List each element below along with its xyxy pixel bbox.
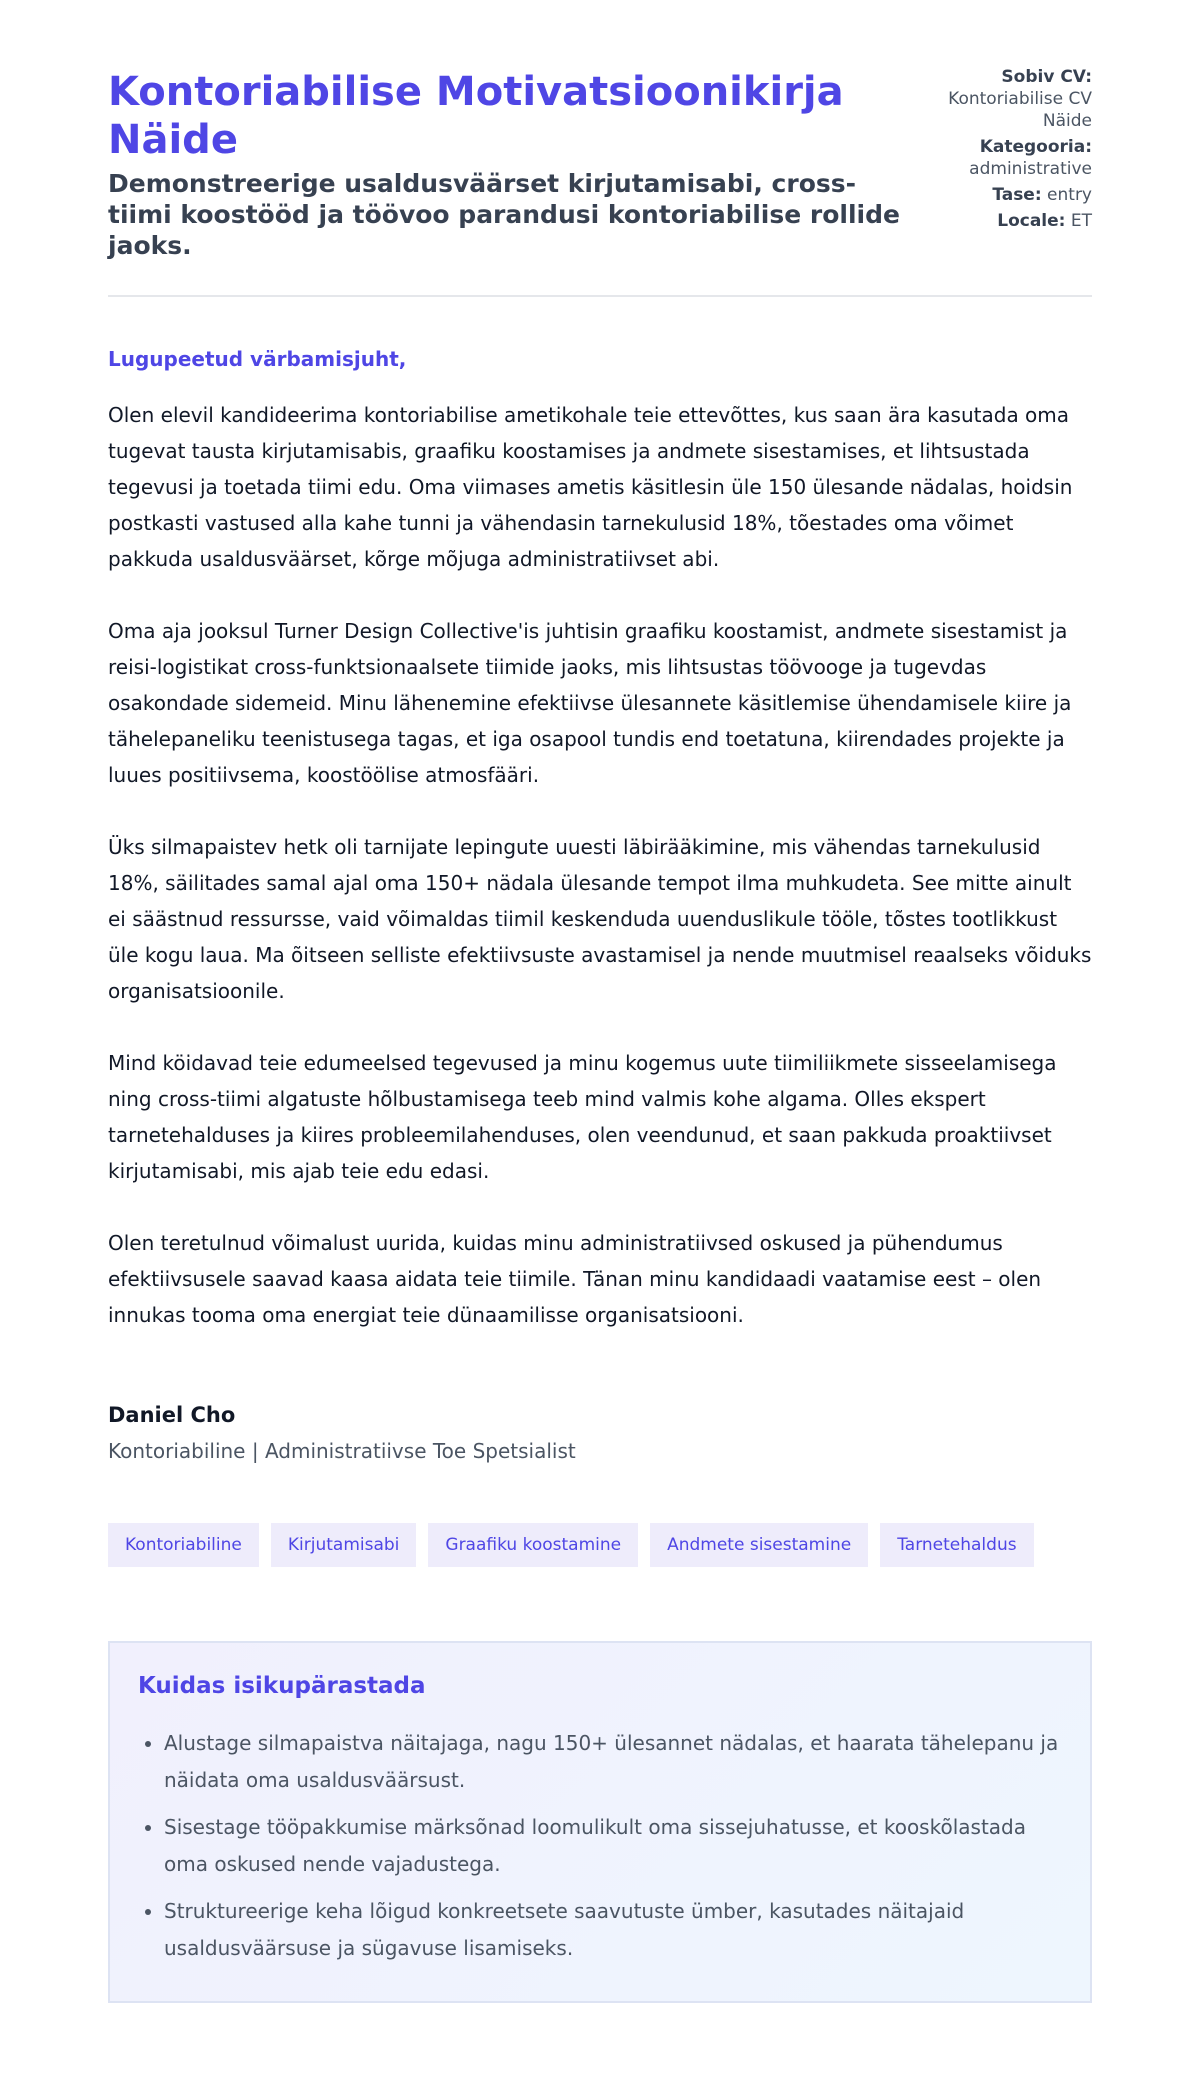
meta-panel: [915, 66, 1092, 236]
tag: Tarnetehaldus: [880, 1523, 1033, 1567]
meta-cv: Sobiv CV: Kontoriabilise CV Näide: [948, 67, 1092, 131]
tip-item: • Sisestage tööpakkumise märksõnad loomulikult oma sissejuhatusse, et kooskõlastada oma oskused nende vajadustega.: [164, 1809, 1062, 1883]
tag: Graafiku koostamine: [428, 1523, 638, 1567]
signature-name: Daniel Cho: [108, 1403, 236, 1427]
tip-item: • Alustage silmapaistva näitajaga, nagu 150+ ülesannet nädalas, et haarata tähelepanu ja näidata oma usaldusväärsust.: [164, 1725, 1062, 1799]
page-header: [108, 64, 1092, 297]
tip-item: • Struktureerige keha lõigud konkreetsete saavutuste ümber, kasutades näitajaid usaldusväärsuse ja sügavuse lisamiseks.: [164, 1893, 1062, 1967]
letter-paragraph: Mind köidavad teie edumeelsed tegevused ja minu kogemus uute tiimiliikmete sisseelamisega ning cross-tiimi algatuste hõlbustamisega teeb mind valmis kohe algama. Olles ekspert tarnetehalduses ja kiires probleemilahenduses, olen veendunud, et saan pakkuda proaktiivset kirjutamisabi, mis ajab teie edu edasi.: [108, 1051, 1057, 1183]
tag: Kontoriabiline: [108, 1523, 259, 1567]
letter-paragraph: Olen elevil kandideerima kontoriabilise ametikohale teie ettevõttes, kus saan ära kasutada oma tugevat tausta kirjutamisabis, graafiku koostamises ja andmete sisestamises, et lihtsustada tegevusi ja toetada tiimi edu. Oma viimases ametis käsitlesin üle 150 ülesande nädalas, hoidsin postkasti vastused alla kahe tunni ja vähendasin tarnekulusid 18%, tõestades oma võimet pakkuda usaldusväärset, kõrge mõjuga administratiivset abi.: [108, 403, 1073, 571]
letter-greeting: Lugupeetud värbamisjuht,: [108, 347, 407, 371]
meta-category: Kategooria: administrative: [969, 137, 1092, 179]
tips-box: [108, 1641, 1092, 2003]
page-subtitle: Demonstreerige usaldusväärset kirjutamisabi, cross-tiimi koostööd ja töövoo parandusi kontoriabilise rollide jaoks.: [108, 169, 900, 260]
signature-title: Kontoriabiline | Administratiivse Toe Spetsialist: [108, 1439, 576, 1463]
meta-locale: Locale: ET: [997, 211, 1092, 231]
tips-title: Kuidas isikupärastada: [138, 1673, 426, 1699]
letter-paragraph: Oma aja jooksul Turner Design Collective'is juhtisin graafiku koostamist, andmete sisestamist ja reisi-logistikat cross-funktsionaalsete tiimide jaoks, mis lihtsustas töövooge ja tugevdas osakondade sidemeid. Minu lähenemine efektiivse ülesannete käsitlemise ühendamisele kiire ja tähelepaneliku teenistusega tagas, et iga osapool tundis end toetatuna, kiirendades projekte ja luues positiivsema, koostöölise atmosfääri.: [108, 619, 1072, 787]
tag: Andmete sisestamine: [650, 1523, 868, 1567]
letter-paragraph: Olen teretulnud võimalust uurida, kuidas minu administratiivsed oskused ja pühendumus efektiivsusele saavad kaasa aidata teie tiimile. Tänan minu kandidaadi vaatamise eest – olen innukas tooma oma energiat teie dünaamilisse organisatsiooni.: [108, 1231, 1042, 1327]
letter-paragraph: Üks silmapaistev hetk oli tarnijate lepingute uuesti läbirääkimine, mis vähendas tarnekulusid 18%, säilitades samal ajal oma 150+ nädala ülesande tempot ilma muhkudeta. See mitte ainult ei säästnud ressursse, vaid võimaldas tiimil keskenduda uuenduslikule tööle, tõstes tootlikkust üle kogu laua. Ma õitseen selliste efektiivsuste avastamisel ja nende muutmisel reaalseks võiduks organisatsioonile.: [108, 835, 1092, 1003]
tips-list: [138, 1725, 1062, 1967]
tag-list: [108, 1523, 1092, 1567]
meta-level: Tase: entry: [992, 185, 1092, 205]
tag: Kirjutamisabi: [271, 1523, 417, 1567]
page-title: Kontoriabilise Motivatsioonikirja Näide: [108, 69, 844, 163]
